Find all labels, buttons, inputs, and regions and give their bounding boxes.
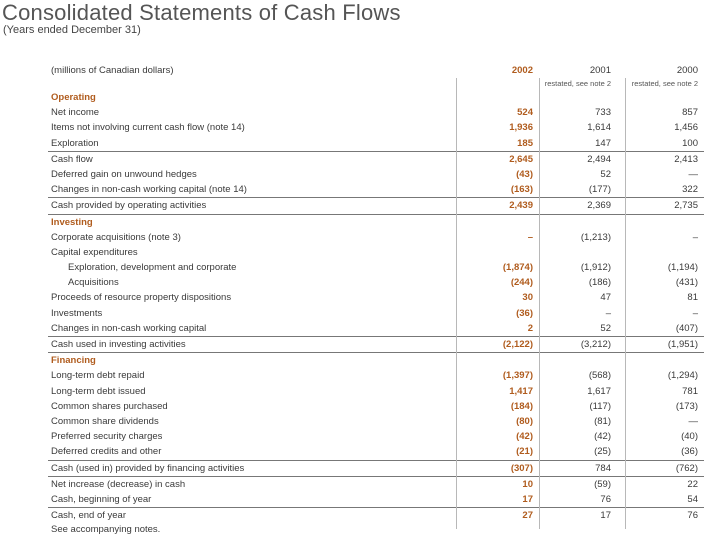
footnote: See accompanying notes. [51, 524, 161, 535]
value-2000: (1,294) [667, 370, 698, 382]
header-year-2000: 2000 [676, 65, 698, 76]
value-2001: 2,494 [587, 153, 611, 165]
section-header-row [48, 352, 704, 368]
table-row [48, 507, 704, 523]
table-row [48, 460, 704, 476]
value-2002: (21) [516, 446, 533, 458]
row-label: Preferred security charges [51, 431, 163, 443]
value-2002: 2,439 [509, 200, 533, 212]
table-row [48, 399, 704, 414]
table-row [48, 197, 704, 213]
value-2001: – [605, 307, 611, 319]
value-2001: (1,213) [580, 231, 611, 243]
value-2000: — [688, 415, 698, 427]
value-2000: (173) [675, 400, 698, 412]
units-label: (millions of Canadian dollars) [51, 65, 174, 76]
value-2000: 2,735 [674, 200, 698, 212]
note-2000: restated, see note 2 [631, 79, 698, 88]
row-label: Common shares purchased [51, 400, 168, 412]
row-label: Long-term debt repaid [51, 370, 145, 382]
row-label: Exploration [51, 137, 99, 149]
row-label: Deferred credits and other [51, 446, 162, 458]
table-row [48, 120, 704, 135]
value-2001: 2,369 [587, 200, 611, 212]
value-2002: (307) [510, 462, 533, 474]
note-2001: restated, see note 2 [544, 79, 611, 88]
value-2002: (2,122) [502, 339, 533, 350]
value-2001: 76 [600, 493, 611, 505]
row-label: Cash, beginning of year [51, 493, 152, 505]
row-label: Cash, end of year [51, 510, 126, 522]
value-2001: 52 [600, 168, 611, 180]
row-label: Cash provided by operating activities [51, 200, 207, 212]
value-2002: 10 [522, 478, 533, 490]
value-2001: (177) [588, 184, 611, 196]
section-title: Financing [51, 355, 96, 367]
value-2001: 47 [600, 292, 611, 304]
value-2000: 1,456 [674, 122, 698, 134]
value-2002: (36) [516, 307, 533, 319]
value-2002: (1,874) [502, 262, 533, 274]
cash-flow-table [48, 63, 704, 523]
row-label: Proceeds of resource property dispositions [51, 292, 232, 304]
value-2000: 100 [682, 137, 698, 149]
value-2002: 524 [517, 107, 533, 119]
row-label: Long-term debt issued [51, 385, 146, 397]
value-2002: 2,645 [509, 153, 533, 165]
row-label: Common share dividends [51, 415, 159, 427]
value-2002: (80) [516, 415, 533, 427]
value-2001: 1,617 [587, 385, 611, 397]
row-label: Net income [51, 107, 100, 119]
table-row [48, 290, 704, 305]
row-label: Net increase (decrease) in cash [51, 478, 186, 490]
value-2000: 22 [687, 478, 698, 490]
value-2001: 784 [595, 462, 611, 474]
value-2000: 857 [682, 107, 698, 119]
value-2002: 185 [517, 137, 533, 149]
table-row [48, 368, 704, 383]
value-2000: 81 [687, 292, 698, 304]
row-label: Items not involving current cash flow (note 14) [51, 122, 245, 134]
value-2002: (42) [516, 431, 533, 443]
table-row [48, 336, 704, 352]
row-label: Cash (used in) provided by financing activities [51, 462, 245, 474]
value-2000: – [692, 231, 698, 243]
value-2002: 27 [522, 510, 533, 522]
table-row [48, 275, 704, 290]
table-row [48, 230, 704, 245]
header-row [48, 63, 704, 78]
value-2002: (163) [510, 184, 533, 196]
value-2000: – [692, 307, 698, 319]
table-row [48, 105, 704, 120]
value-2001: 52 [600, 322, 611, 334]
header-year-2002: 2002 [511, 65, 533, 76]
value-2002: (184) [510, 400, 533, 412]
table-row [48, 151, 704, 167]
value-2001: 733 [595, 107, 611, 119]
header-year-2001: 2001 [589, 65, 611, 76]
row-label: Corporate acquisitions (note 3) [51, 231, 181, 243]
table-row [48, 306, 704, 321]
value-2002: 1,936 [509, 122, 533, 134]
value-2000: — [688, 168, 698, 180]
value-2000: (762) [675, 462, 698, 474]
value-2001: (1,912) [580, 262, 611, 274]
row-label: Deferred gain on unwound hedges [51, 168, 197, 180]
value-2000: (40) [681, 431, 698, 443]
table-row [48, 167, 704, 182]
table-row [48, 384, 704, 399]
value-2001: (42) [594, 431, 611, 443]
value-2001: (25) [594, 446, 611, 458]
value-2002: 30 [522, 292, 533, 304]
section-header-row [48, 90, 704, 105]
value-2002: 17 [522, 493, 533, 505]
table-row [48, 414, 704, 429]
value-2001: (186) [588, 277, 611, 289]
value-2001: (81) [594, 415, 611, 427]
value-2000: 781 [682, 385, 698, 397]
value-2002: 2 [527, 322, 533, 334]
table-row [48, 444, 704, 459]
value-2000: (1,194) [667, 262, 698, 274]
header-notes-row [48, 78, 704, 90]
value-2002: 1,417 [509, 385, 533, 397]
row-label: Investments [51, 307, 103, 319]
table-row [48, 245, 704, 260]
value-2001: (3,212) [580, 339, 611, 350]
value-2001: (59) [594, 478, 611, 490]
value-2001: 17 [600, 510, 611, 522]
table-row [48, 476, 704, 492]
section-header-row [48, 214, 704, 230]
value-2000: 54 [687, 493, 698, 505]
row-label: Exploration, development and corporate [68, 262, 237, 274]
table-row [48, 182, 704, 197]
table-row [48, 260, 704, 275]
table-row [48, 492, 704, 507]
column-divider-2002 [456, 78, 457, 529]
value-2001: (117) [589, 400, 611, 412]
value-2000: 2,413 [674, 153, 698, 165]
column-divider-2001 [539, 78, 540, 529]
section-title: Operating [51, 92, 96, 103]
table-row [48, 429, 704, 444]
value-2002: – [527, 231, 533, 243]
value-2000: (407) [675, 322, 698, 334]
value-2002: (244) [510, 277, 533, 289]
row-label: Capital expenditures [51, 246, 138, 258]
row-label: Changes in non-cash working capital [51, 322, 207, 334]
value-2000: (1,951) [667, 339, 698, 350]
statement-title: Consolidated Statements of Cash Flows [2, 0, 401, 25]
table-row [48, 321, 704, 336]
value-2001: 1,614 [587, 122, 611, 134]
value-2002: (43) [516, 168, 533, 180]
row-label: Acquisitions [68, 277, 119, 289]
value-2000: 322 [682, 184, 698, 196]
value-2000: 76 [687, 510, 698, 522]
value-2001: 147 [595, 137, 611, 149]
row-label: Cash used in investing activities [51, 339, 186, 350]
statement-subtitle: (Years ended December 31) [3, 24, 141, 36]
table-row [48, 136, 704, 151]
section-title: Investing [51, 216, 93, 228]
value-2000: (36) [681, 446, 698, 458]
row-label: Cash flow [51, 153, 93, 165]
value-2000: (431) [675, 277, 698, 289]
row-label: Changes in non-cash working capital (note 14) [51, 184, 247, 196]
value-2002: (1,397) [502, 370, 533, 382]
value-2001: (568) [588, 370, 611, 382]
table-body [48, 90, 704, 523]
column-divider-2000 [625, 78, 626, 529]
